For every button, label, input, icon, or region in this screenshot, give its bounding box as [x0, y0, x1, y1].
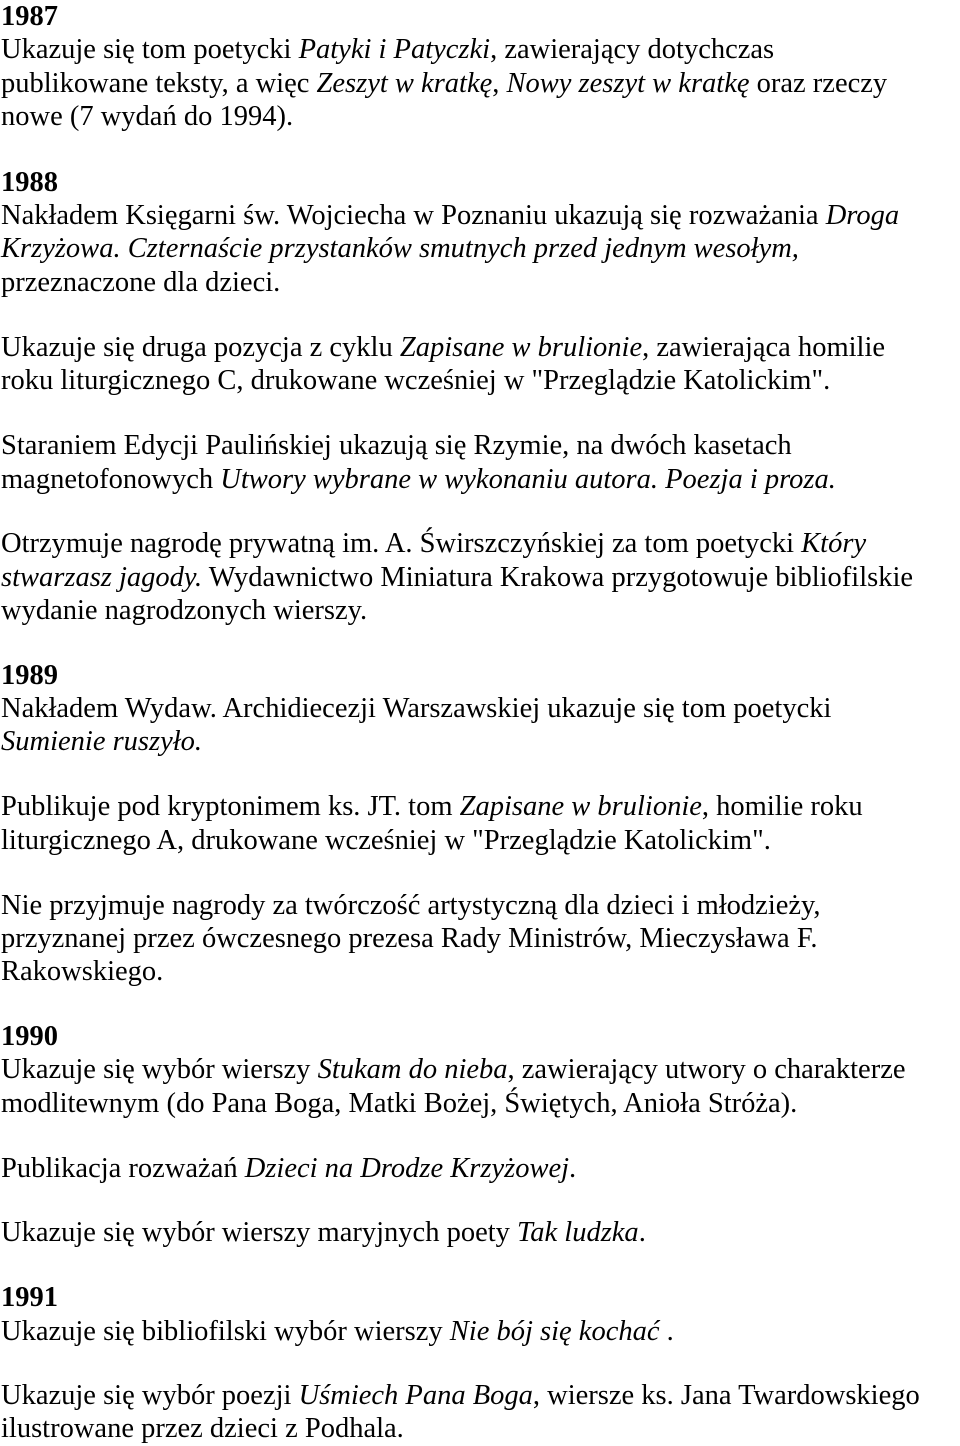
- text-line: przeznaczone dla dzieci.: [1, 267, 281, 298]
- text-line: Ukazuje się wybór poezji Uśmiech Pana Boga, wiersze ks. Jana Twardowskiego: [1, 1380, 920, 1411]
- year-heading: 1990: [1, 1021, 58, 1052]
- text-line: przyznanej przez ówczesnego prezesa Rady Ministrów, Mieczysława F.: [1, 923, 818, 954]
- text-line: ilustrowane przez dzieci z Podhala.: [1, 1413, 404, 1444]
- text-line: Ukazuje się tom poetycki Patyki i Patyczki, zawierający dotychczas: [1, 34, 775, 65]
- text-line: Otrzymuje nagrodę prywatną im. A. Świrszczyńskiej za tom poetycki Który: [1, 528, 867, 559]
- book-title: Stukam do nieba: [317, 1054, 508, 1085]
- book-title: Tak ludzka: [517, 1217, 639, 1248]
- book-title: Patyki i Patyczki: [298, 34, 491, 65]
- book-title-line: Sumienie ruszyło.: [1, 726, 203, 757]
- book-title: Zapisane w brulionie: [459, 791, 702, 822]
- book-title: Zapisane w brulionie: [399, 332, 643, 363]
- book-title: Dzieci na Drodze Krzyżowej: [244, 1153, 570, 1184]
- text-line: stwarzasz jagody. Wydawnictwo Miniatura Krakowa przygotowuje bibliofilskie: [1, 562, 914, 593]
- text-line: magnetofonowych Utwory wybrane w wykonaniu autora. Poezja i proza.: [1, 464, 836, 495]
- book-title: Zeszyt w kratkę: [316, 68, 493, 99]
- text-line: Ukazuje się druga pozycja z cyklu Zapisane w brulionie, zawierająca homilie: [1, 332, 886, 363]
- text-line: publikowane teksty, a więc Zeszyt w kratkę, Nowy zeszyt w kratkę oraz rzeczy: [1, 68, 888, 99]
- book-title: Nowy zeszyt w kratkę: [506, 68, 750, 99]
- text-line: nowe (7 wydań do 1994).: [1, 101, 294, 132]
- book-title: Uśmiech Pana Boga: [298, 1380, 533, 1411]
- year-heading: 1991: [1, 1282, 58, 1313]
- year-heading: 1989: [1, 660, 58, 691]
- book-title: Nie bój się kochać: [449, 1316, 660, 1347]
- book-title: Utwory wybrane w wykonaniu autora. Poezja i proza.: [220, 464, 836, 495]
- text-line: Nakładem Księgarni św. Wojciecha w Poznaniu ukazują się rozważania Droga: [1, 200, 900, 231]
- year-heading: 1988: [1, 167, 58, 198]
- text-line: Staraniem Edycji Paulińskiej ukazują się Rzymie, na dwóch kasetach: [1, 430, 792, 461]
- text-line: liturgicznego A, drukowane wcześniej w "Przeglądzie Katolickim".: [1, 825, 771, 856]
- text-line: Ukazuje się wybór wierszy maryjnych poety Tak ludzka.: [1, 1217, 646, 1248]
- text-line: modlitewnym (do Pana Boga, Matki Bożej, Świętych, Anioła Stróża).: [1, 1088, 798, 1119]
- text-line: Nakładem Wydaw. Archidiecezji Warszawskiej ukazuje się tom poetycki: [1, 693, 832, 724]
- year-heading: 1987: [1, 1, 58, 32]
- book-title: stwarzasz jagody.: [1, 562, 203, 593]
- book-title: Droga: [825, 200, 900, 231]
- text-line: Ukazuje się bibliofilski wybór wierszy Nie bój się kochać .: [1, 1316, 674, 1347]
- text-line: Rakowskiego.: [1, 956, 164, 987]
- text-line: Publikuje pod kryptonimem ks. JT. tom Zapisane w brulionie, homilie roku: [1, 791, 863, 822]
- text-line: Ukazuje się wybór wierszy Stukam do nieba, zawierający utwory o charakterze: [1, 1054, 906, 1085]
- book-title: Który: [801, 528, 867, 559]
- text-line: wydanie nagrodzonych wierszy.: [1, 595, 368, 626]
- text-line: Publikacja rozważań Dzieci na Drodze Krzyżowej.: [1, 1153, 577, 1184]
- book-title-line: Krzyżowa. Czternaście przystanków smutnych przed jednym wesołym,: [1, 233, 799, 264]
- text-line: roku liturgicznego C, drukowane wcześniej w "Przeglądzie Katolickim".: [1, 365, 831, 396]
- text-line: Nie przyjmuje nagrody za twórczość artystyczną dla dzieci i młodzieży,: [1, 890, 821, 921]
